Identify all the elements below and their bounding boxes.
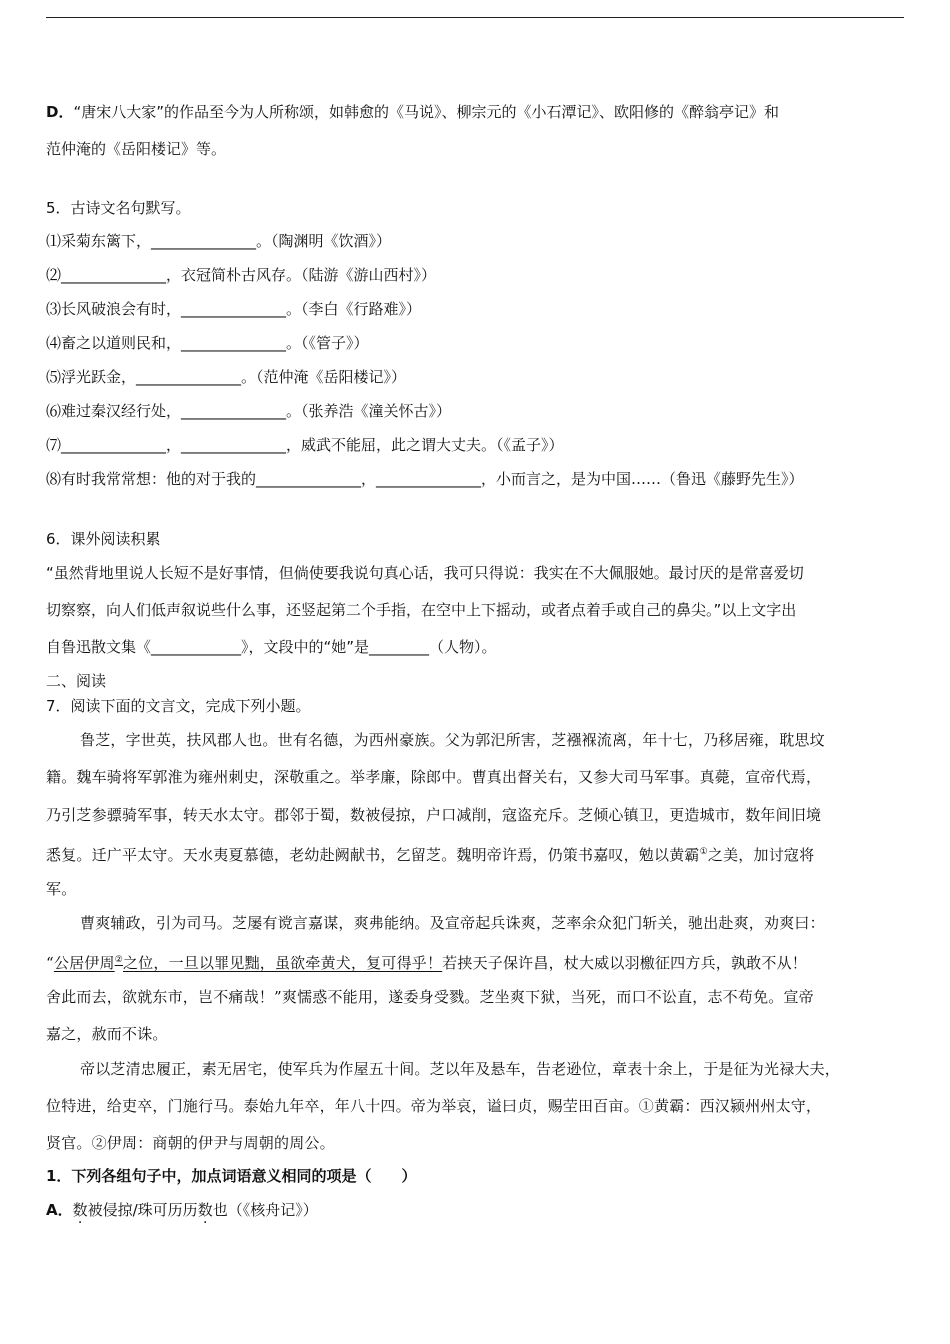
q6-title: 6．课外阅读积累 xyxy=(46,530,161,548)
q5-item-5: ⑸浮光跃金，______________。（范仲淹《岳阳楼记》） xyxy=(46,368,407,386)
passage-p2-line-4: 嘉之，赦而不诛。 xyxy=(46,1025,168,1043)
footnote-marker-2: ② xyxy=(114,955,123,965)
dotted-word-1: 数 xyxy=(72,1201,88,1219)
section-2-title: 二、阅读 xyxy=(46,672,107,690)
q5-item-1: ⑴采菊东篱下，______________。（陶渊明《饮酒》） xyxy=(46,232,392,250)
option-d-label: D． xyxy=(46,103,74,121)
option-d-line-2: 范仲淹的《岳阳楼记》等。 xyxy=(46,140,227,158)
q5-item-4: ⑷畜之以道则民和，______________。（《管子》） xyxy=(46,334,369,352)
passage-p1-line-2: 籍。魏车骑将军郭淮为雍州刺史，深敬重之。举孝廉，除郎中。曹真出督关右，又参大司马军事。真薨，宣帝代焉， xyxy=(46,768,822,786)
q6-line-2: 切察察，向人们低声叙说些什么事，还竖起第二个手指，在空中上下摇动，或者点着手或自己的鼻尖。”以上文字出 xyxy=(46,601,797,619)
underlined-sentence-a: 公居伊周 xyxy=(53,954,115,972)
header-rule xyxy=(46,17,904,18)
quote-open: “ xyxy=(46,954,54,972)
passage-p2-line-1: 曹爽辅政，引为司马。芝屡有谠言嘉谋，爽弗能纳。及宣帝起兵诛爽，芝率余众犯门斩关，驰出赴爽，劝爽曰： xyxy=(80,914,825,932)
q5-item-8: ⑻有时我常常想：他的对于我的______________，______________，小而言之，是为中国……（鲁迅《藤野先生》） xyxy=(46,470,804,488)
q5-item-7: ⑺______________，______________，威武不能屈，此之谓大丈夫。（《孟子》） xyxy=(46,436,564,454)
underlined-sentence-b: 之位，一旦以罪见黜，虽欲牵黄犬，复可得乎！ xyxy=(122,954,443,972)
dotted-word-2: 数 xyxy=(197,1201,213,1219)
passage-p1-line-1: 鲁芝，字世英，扶风郡人也。世有名德，为西州豪族。父为郭汜所害，芝襁褓流离，年十七，乃移居雍，耽思坟 xyxy=(80,731,825,749)
passage-p1-line-4 xyxy=(46,842,814,865)
option-d-text: “唐宋八大家”的作品至今为人所称颂，如韩愈的《马说》、柳宗元的《小石潭记》、欧阳修的《醉翁亭记》和 xyxy=(73,103,780,121)
q6-line-1: “虽然背地里说人长短不是好事情，但倘使要我说句真心话，我可只得说：我实在不大佩服她。最讨厌的是常喜爱切 xyxy=(46,564,804,582)
passage-p1-line-4-tail: 之美，加讨寇将 xyxy=(707,846,815,864)
option-a-label: A． xyxy=(46,1201,73,1219)
q7-title: 7．阅读下面的文言文，完成下列小题。 xyxy=(46,697,311,715)
option-a xyxy=(46,1200,318,1220)
passage-p1-line-4-text: 悉复。迁广平太守。天水夷夏慕德，老幼赴阙献书，乞留芝。魏明帝许焉，仍策书嘉叹，勉以黄霸 xyxy=(46,846,700,864)
q5-item-2: ⑵______________，衣冠简朴古风存。（陆游《游山西村》） xyxy=(46,266,437,284)
passage-p2-line-3: 舍此而去，欲就东市，岂不痛哉！”爽懦惑不能用，遂委身受戮。芝坐爽下狱，当死，而口不讼直，志不苟免。宣帝 xyxy=(46,988,814,1006)
passage-p3-line-1: 帝以芝清忠履正，素无居宅，使军兵为作屋五十间。芝以年及悬车，告老逊位，章表十余上，于是征为光禄大夫， xyxy=(80,1060,841,1078)
q5-title: 5．古诗文名句默写。 xyxy=(46,199,191,217)
passage-p2-line-2 xyxy=(46,950,807,973)
passage-p3-line-3: 贤官。②伊周：商朝的伊尹与周朝的周公。 xyxy=(46,1134,335,1152)
q5-item-6: ⑹难过秦汉经行处，______________。（张养浩《潼关怀古》） xyxy=(46,402,452,420)
passage-p1-line-5: 军。 xyxy=(46,880,77,898)
footnote-marker-1: ① xyxy=(699,847,708,857)
option-a-end: 也（《核舟记》） xyxy=(212,1201,318,1219)
q5-item-3: ⑶长风破浪会有时，______________。（李白《行路难》） xyxy=(46,300,422,318)
sub-question-1-text: 1．下列各组句子中，加点词语意义相同的项是（ ） xyxy=(46,1167,417,1185)
passage-p2-line-2-rest: 若挟天子保许昌，杖大威以羽檄征四方兵，孰敢不从！ xyxy=(442,954,807,972)
passage-p3-line-2: 位特进，给吏卒，门施行马。泰始九年卒，年八十四。帝为举哀，谥曰贞，赐茔田百亩。①黄霸：西汉颍州州太守， xyxy=(46,1097,822,1115)
passage-p1-line-3: 乃引芝参骠骑军事，转天水太守。郡邻于蜀，数被侵掠，户口减削，寇盗充斥。芝倾心镇卫，更造城市，数年间旧境 xyxy=(46,806,822,824)
sub-question-1-title xyxy=(46,1166,416,1186)
option-a-mid: 被侵掠/珠可历历 xyxy=(87,1201,198,1219)
option-d-line-1 xyxy=(46,102,779,122)
q6-line-3: 自鲁迅散文集《____________》，文段中的“她”是________（人物）。 xyxy=(46,638,497,656)
